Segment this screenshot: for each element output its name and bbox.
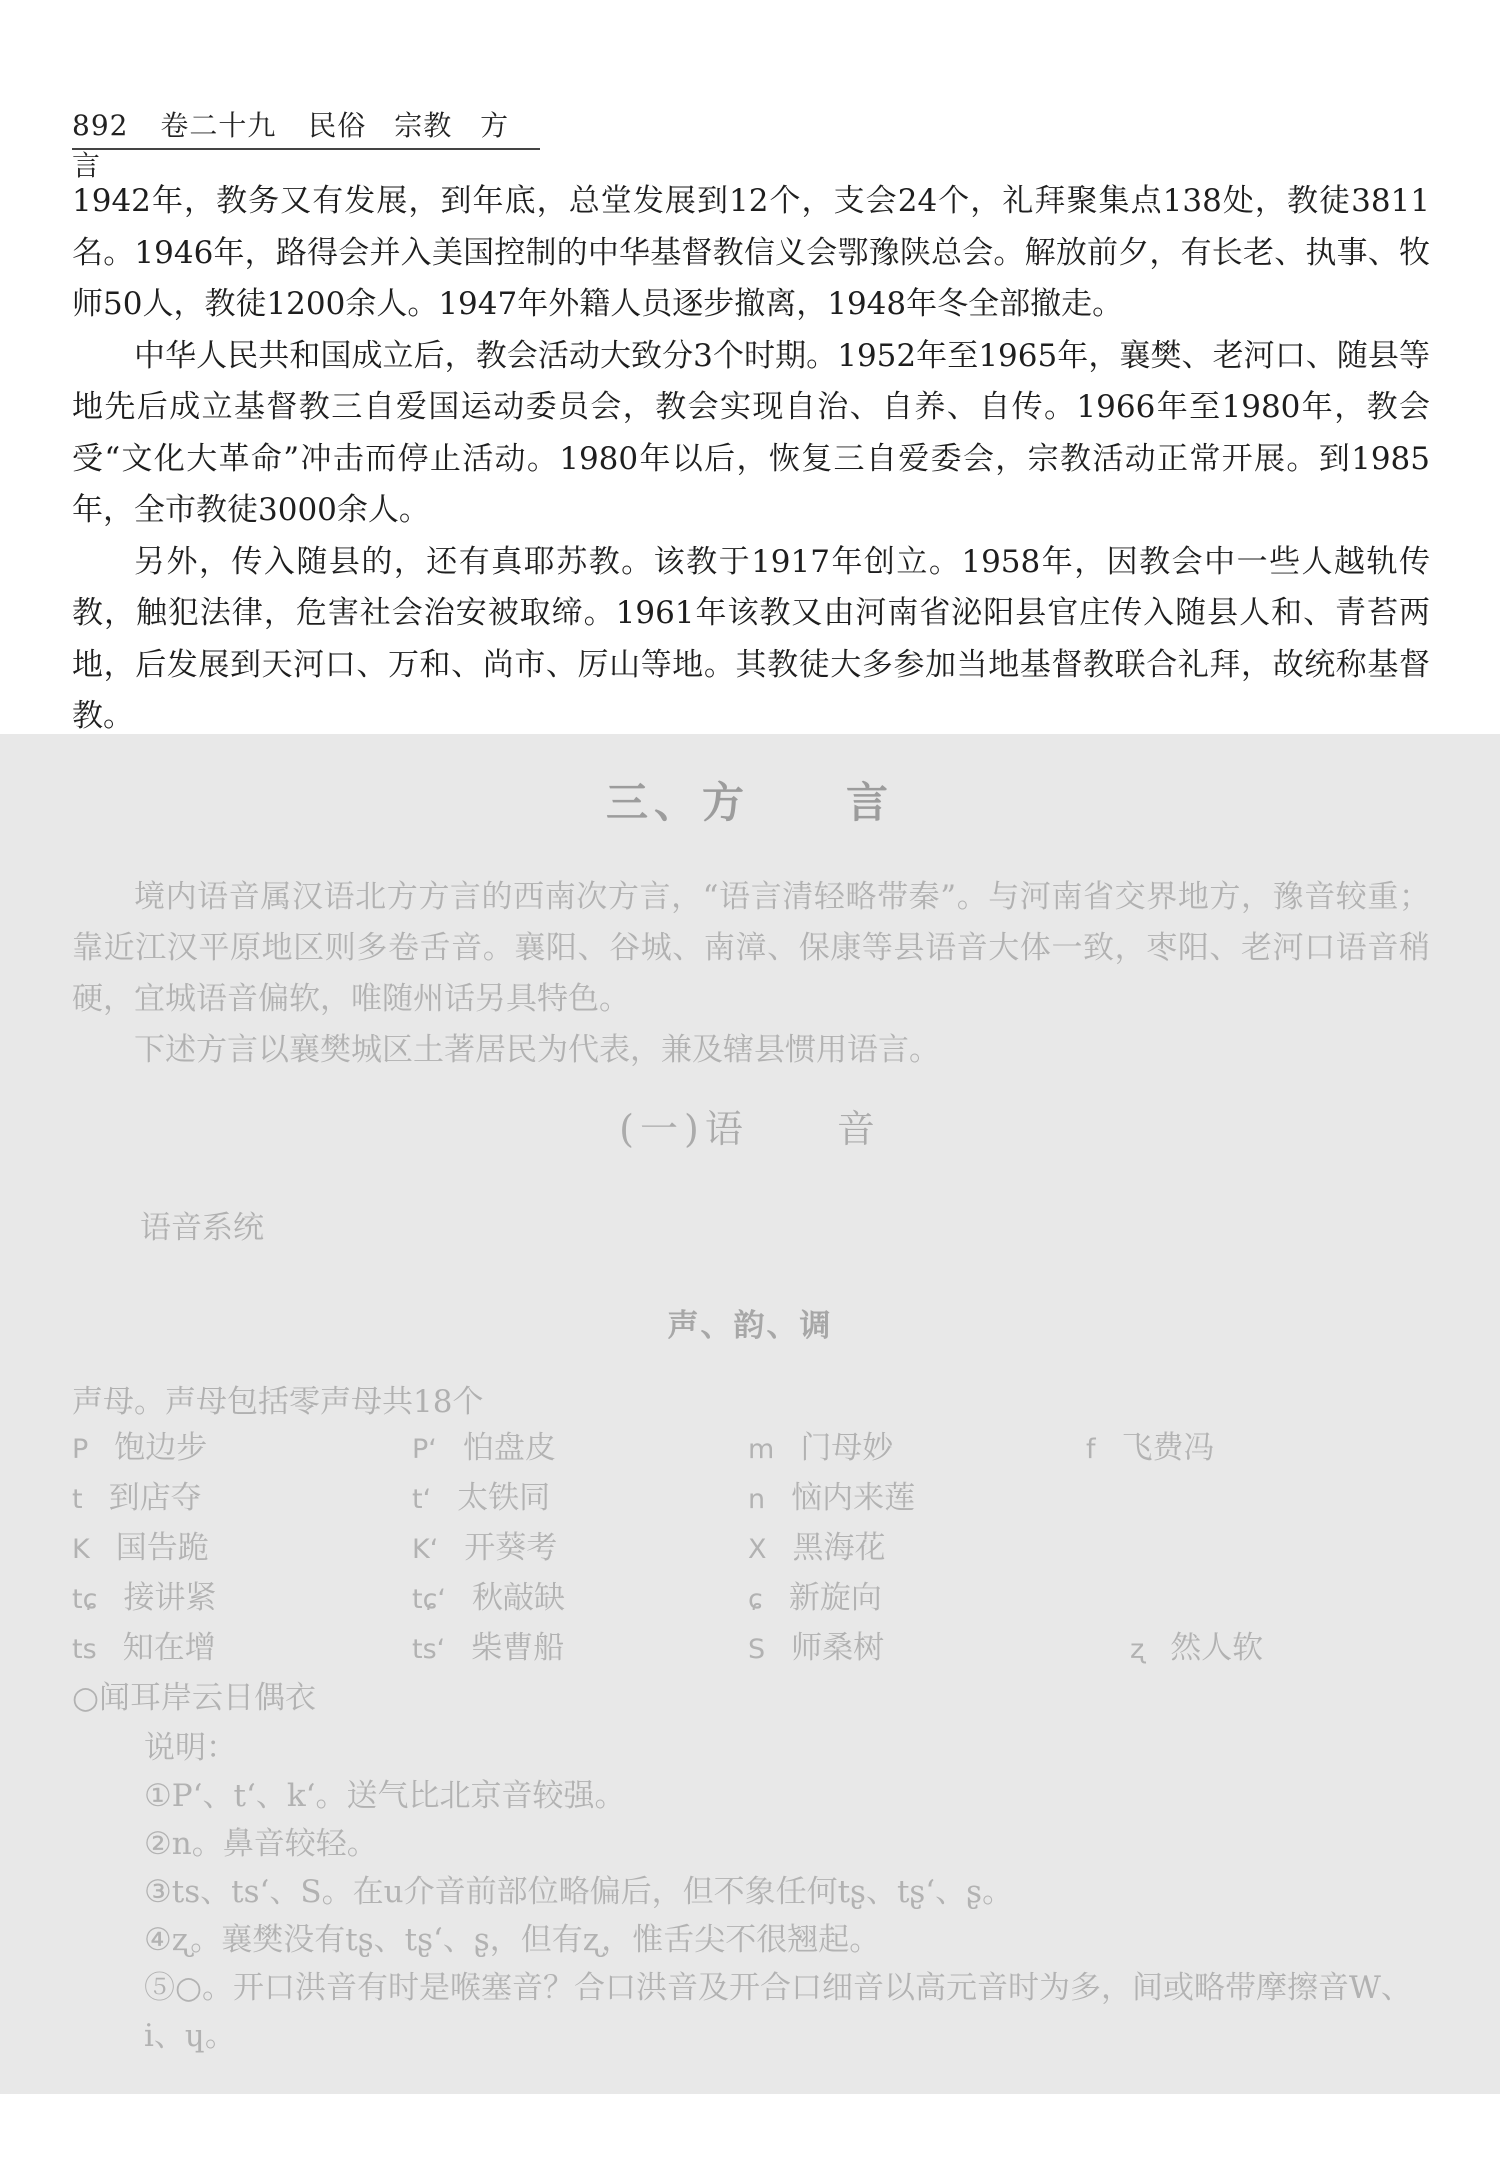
note-item: ⑤○。开口洪音有时是喉塞音？合口洪音及开合口细音以高元音时为多，间或略带摩擦音W、i、ɥ。 [144,1970,1412,2054]
paragraph: 1942年，教务又有发展，到年底，总堂发展到12个，支会24个，礼拜聚集点138处，教徒3811名。1946年，路得会并入美国控制的中华基督教信义会鄂豫陕总会。解放前夕，有长老、执事、牧师50人，教徒1200余人。1947年外籍人员逐步撤离，1948年冬全部撤走。 [72,183,1430,322]
initial-entry: ɕ 新旋向 [748,1580,882,1616]
initial-entry: ʐ 然人软 [1130,1630,1264,1666]
phonetic-system-label: 语音系统 [140,1210,264,1246]
initial-entry: P 饱边步 [72,1430,208,1466]
religion-text-block [72,176,1430,743]
notes-block [72,1724,1430,2060]
initial-entry: m 门母妙 [748,1430,894,1466]
paragraph: 境内语音属汉语北方方言的西南次方言，“语言清轻略带秦”。与河南省交界地方，豫音较重；靠近江汉平原地区则多卷舌音。襄阳、谷城、南漳、保康等县语音大体一致，枣阳、老河口语音稍硬，宜城语音偏软，唯随州话另具特色。 [72,879,1430,1017]
notes-heading: 说明： [144,1730,237,1766]
initials-row [72,1522,1372,1572]
initials-finals-tones-label: 声、韵、调 [667,1308,833,1344]
initial-entry: S 师桑树 [748,1630,885,1666]
initials-row [72,1622,1372,1672]
running-header [72,104,552,184]
initial-entry: P‘ 怕盘皮 [412,1430,556,1466]
paragraph: 另外，传入随县的，还有真耶苏教。该教于1917年创立。1958年，因教会中一些人越轨传教，触犯法律，危害社会治安被取缔。1961年该教又由河南省泌阳县官庄传入随县人和、青苔两地，后发展到天河口、万和、尚市、厉山等地。其教徒大多参加当地基督教联合礼拜，故统称基督教。 [72,543,1430,734]
dialect-intro-block [72,872,1430,1076]
subsection-title: (一)语 音 [619,1107,881,1151]
initial-entry: t‘ 太铁同 [412,1480,551,1516]
initials-row [72,1422,1372,1472]
initial-entry: t 到店夺 [72,1480,202,1516]
section-label-2: 宗教 [394,109,453,142]
initial-entry: f 飞费冯 [1086,1430,1215,1466]
section-label-1: 民俗 [308,109,367,142]
initial-entry: K 国告跪 [72,1530,209,1566]
initial-entry: X 黑海花 [748,1530,886,1566]
volume-label: 卷二十九 [160,109,277,142]
note-item: ③ts、ts‘、S。在u介音前部位略偏后，但不象任何tʂ、tʂ‘、ʂ。 [144,1874,1014,1910]
note-item: ①P‘、t‘、k‘。送气比北京音较强。 [144,1778,626,1814]
initials-table [72,1422,1372,1672]
initials-heading: 声母。声母包括零声母共18个 [72,1384,484,1420]
section-label-3: 方言 [72,109,510,182]
note-item: ②n。鼻音较轻。 [144,1826,378,1862]
paragraph: 中华人民共和国成立后，教会活动大致分3个时期。1952年至1965年，襄樊、老河口、随县等地先后成立基督教三自爱国运动委员会，教会实现自治、自养、自传。1966年至1980年，教会受“文化大革命”冲击而停止活动。1980年以后，恢复三自爱委会，宗教活动正常开展。到1985年，全市教徒3000余人。 [72,337,1430,528]
initial-entry: tɕ 接讲紧 [72,1580,217,1616]
initial-entry: K‘ 开葵考 [412,1530,558,1566]
note-item: ④ʐ。襄樊没有tʂ、tʂ‘、ʂ，但有ʐ，惟舌尖不很翘起。 [144,1922,881,1958]
initials-row [72,1472,1372,1522]
header-rule [72,148,540,150]
initial-entry: ts‘ 柴曹船 [412,1630,565,1666]
page-number: 892 [72,109,129,142]
section-title: 三、方 言 [605,778,894,827]
initial-entry: tɕ‘ 秋敲缺 [412,1580,566,1616]
paragraph: 下述方言以襄樊城区土著居民为代表，兼及辖县惯用语言。 [134,1032,940,1068]
initial-entry: ts 知在增 [72,1630,216,1666]
initials-row [72,1572,1372,1622]
initial-entry: n 恼内来莲 [748,1480,916,1516]
zero-initial-row: ○闻耳岸云日偶衣 [72,1680,317,1716]
